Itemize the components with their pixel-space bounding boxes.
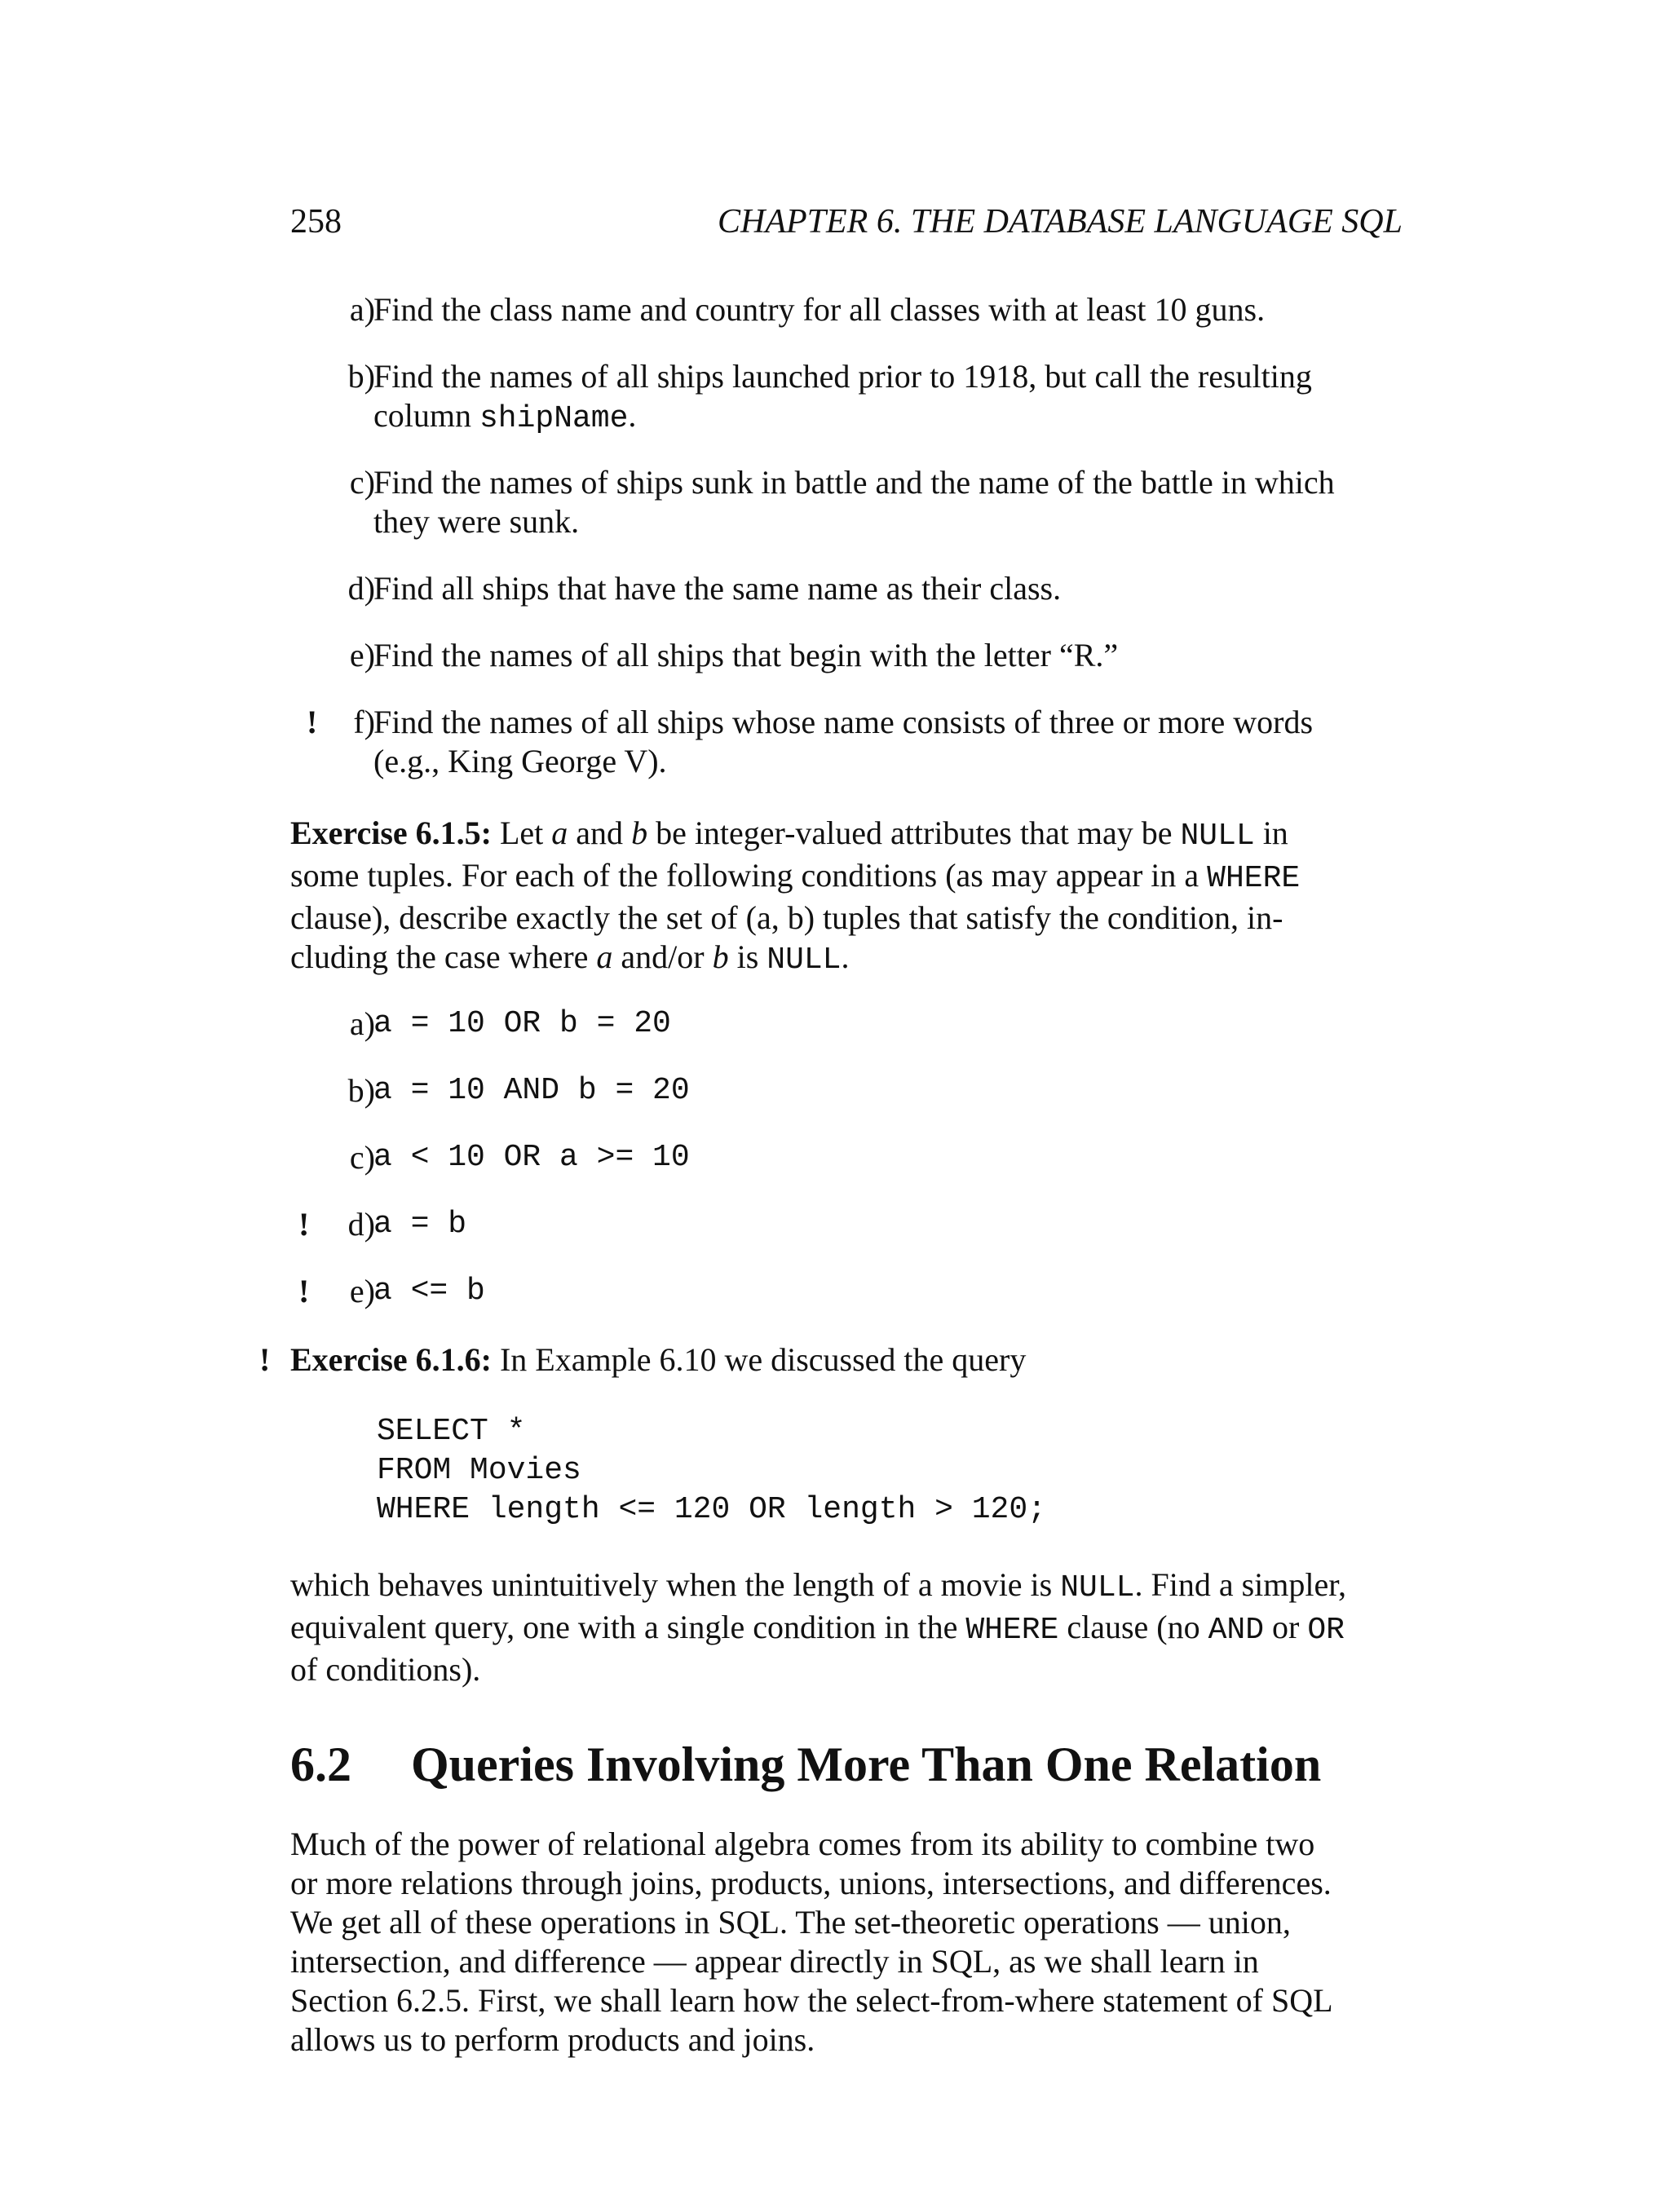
item-text-cont: column shipName. bbox=[373, 397, 637, 436]
difficulty-mark: ! bbox=[298, 1206, 310, 1243]
paragraph-line: Much of the power of relational algebra comes from its ability to combine two bbox=[290, 1826, 1315, 1862]
running-head bbox=[290, 202, 1403, 251]
paragraph-line: allows us to perform products and joins. bbox=[290, 2021, 815, 2058]
exercise-title: Exercise 6.1.5: bbox=[290, 815, 492, 851]
exercise-line: Exercise 6.1.5: Let a and b be integer-valued attributes that may be NULL in bbox=[290, 815, 1288, 854]
difficulty-mark: ! bbox=[298, 1273, 310, 1309]
exercise-line: cluding the case where a and/or b is NULL. bbox=[290, 938, 850, 978]
condition-code: a = b bbox=[373, 1207, 467, 1242]
page-number: 258 bbox=[290, 203, 342, 241]
item-label: d) bbox=[347, 1206, 375, 1243]
difficulty-mark: ! bbox=[307, 704, 318, 740]
exercise-line: some tuples. For each of the following conditions (as may appear in a WHERE bbox=[290, 857, 1301, 896]
section-paragraph bbox=[290, 1825, 1403, 2060]
paragraph-line: intersection, and difference — appear directly in SQL, as we shall learn in bbox=[290, 1943, 1259, 1980]
item-text: Find the names of all ships launched prior to 1918, but call the resulting bbox=[373, 358, 1312, 395]
item-label: f) bbox=[353, 704, 375, 740]
inline-code: OR bbox=[1307, 1613, 1345, 1648]
condition-code: a <= b bbox=[373, 1274, 485, 1309]
exercise-title: Exercise 6.1.6: bbox=[290, 1341, 492, 1378]
body-line: equivalent query, one with a single condition in the WHERE clause (no AND or OR bbox=[290, 1609, 1345, 1648]
exercise-6-1-5 bbox=[290, 814, 1403, 980]
list-item bbox=[310, 357, 1403, 439]
sql-code-block bbox=[377, 1412, 1046, 1530]
body-line: of conditions). bbox=[290, 1651, 481, 1688]
item-text: Find the class name and country for all classes with at least 10 guns. bbox=[373, 291, 1266, 328]
section-number: 6.2 bbox=[290, 1737, 351, 1791]
list-item bbox=[310, 463, 1403, 545]
exercise-6-1-6 bbox=[290, 1340, 1403, 1380]
exercise-intro: In Example 6.10 we discussed the query bbox=[499, 1341, 1027, 1378]
body-line: which behaves unintuitively when the length of a movie is NULL. Find a simpler, bbox=[290, 1566, 1346, 1605]
condition-code: a < 10 OR a >= 10 bbox=[373, 1140, 690, 1175]
exercise-line: clause), describe exactly the set of (a, b) tuples that satisfy the condition, in- bbox=[290, 899, 1283, 936]
item-text: Find all ships that have the same name as their class. bbox=[373, 570, 1062, 607]
difficulty-mark: ! bbox=[259, 1341, 271, 1378]
chapter-title: CHAPTER 6. THE DATABASE LANGUAGE SQL bbox=[718, 203, 1403, 241]
inline-code: WHERE bbox=[1207, 861, 1301, 896]
inline-code: shipName bbox=[479, 401, 629, 436]
inline-code: WHERE bbox=[965, 1613, 1059, 1648]
item-label: a) bbox=[349, 1005, 375, 1042]
item-text: Find the names of ships sunk in battle and the name of the battle in which bbox=[373, 464, 1335, 501]
condition-code: a = 10 OR b = 20 bbox=[373, 1006, 671, 1041]
item-label: c) bbox=[349, 1139, 375, 1176]
paragraph-line: Section 6.2.5. First, we shall learn how the select-from-where statement of SQL bbox=[290, 1982, 1333, 2019]
exercise-6-1-6-body bbox=[290, 1565, 1403, 1689]
item-text-cont: they were sunk. bbox=[373, 503, 580, 540]
list-item bbox=[307, 703, 1403, 784]
paragraph-line: We get all of these operations in SQL. The set-theoretic operations — union, bbox=[290, 1904, 1291, 1940]
section-heading bbox=[290, 1737, 1321, 1793]
inline-code: NULL bbox=[1060, 1570, 1135, 1605]
inline-code: NULL bbox=[767, 943, 842, 978]
paragraph-line: or more relations through joins, products, unions, intersections, and differences. bbox=[290, 1865, 1332, 1901]
item-label: b) bbox=[347, 1072, 375, 1109]
code-line: SELECT * bbox=[377, 1414, 526, 1449]
item-label: d) bbox=[347, 570, 375, 607]
item-label: e) bbox=[349, 637, 375, 673]
condition-code: a = 10 AND b = 20 bbox=[373, 1073, 690, 1108]
item-text: Find the names of all ships that begin with the letter “R.” bbox=[373, 637, 1119, 673]
code-line: WHERE length <= 120 OR length > 120; bbox=[377, 1492, 1046, 1527]
inline-code: AND bbox=[1208, 1613, 1265, 1648]
item-label: e) bbox=[349, 1273, 375, 1309]
item-text-cont: (e.g., King George V). bbox=[373, 743, 667, 779]
code-line: FROM Movies bbox=[377, 1453, 581, 1488]
item-label: b) bbox=[347, 358, 375, 395]
item-label: a) bbox=[349, 291, 375, 328]
item-label: c) bbox=[349, 464, 375, 501]
item-text: Find the names of all ships whose name consists of three or more words bbox=[373, 704, 1314, 740]
section-title: Queries Involving More Than One Relation bbox=[411, 1737, 1322, 1791]
inline-code: NULL bbox=[1180, 819, 1255, 854]
